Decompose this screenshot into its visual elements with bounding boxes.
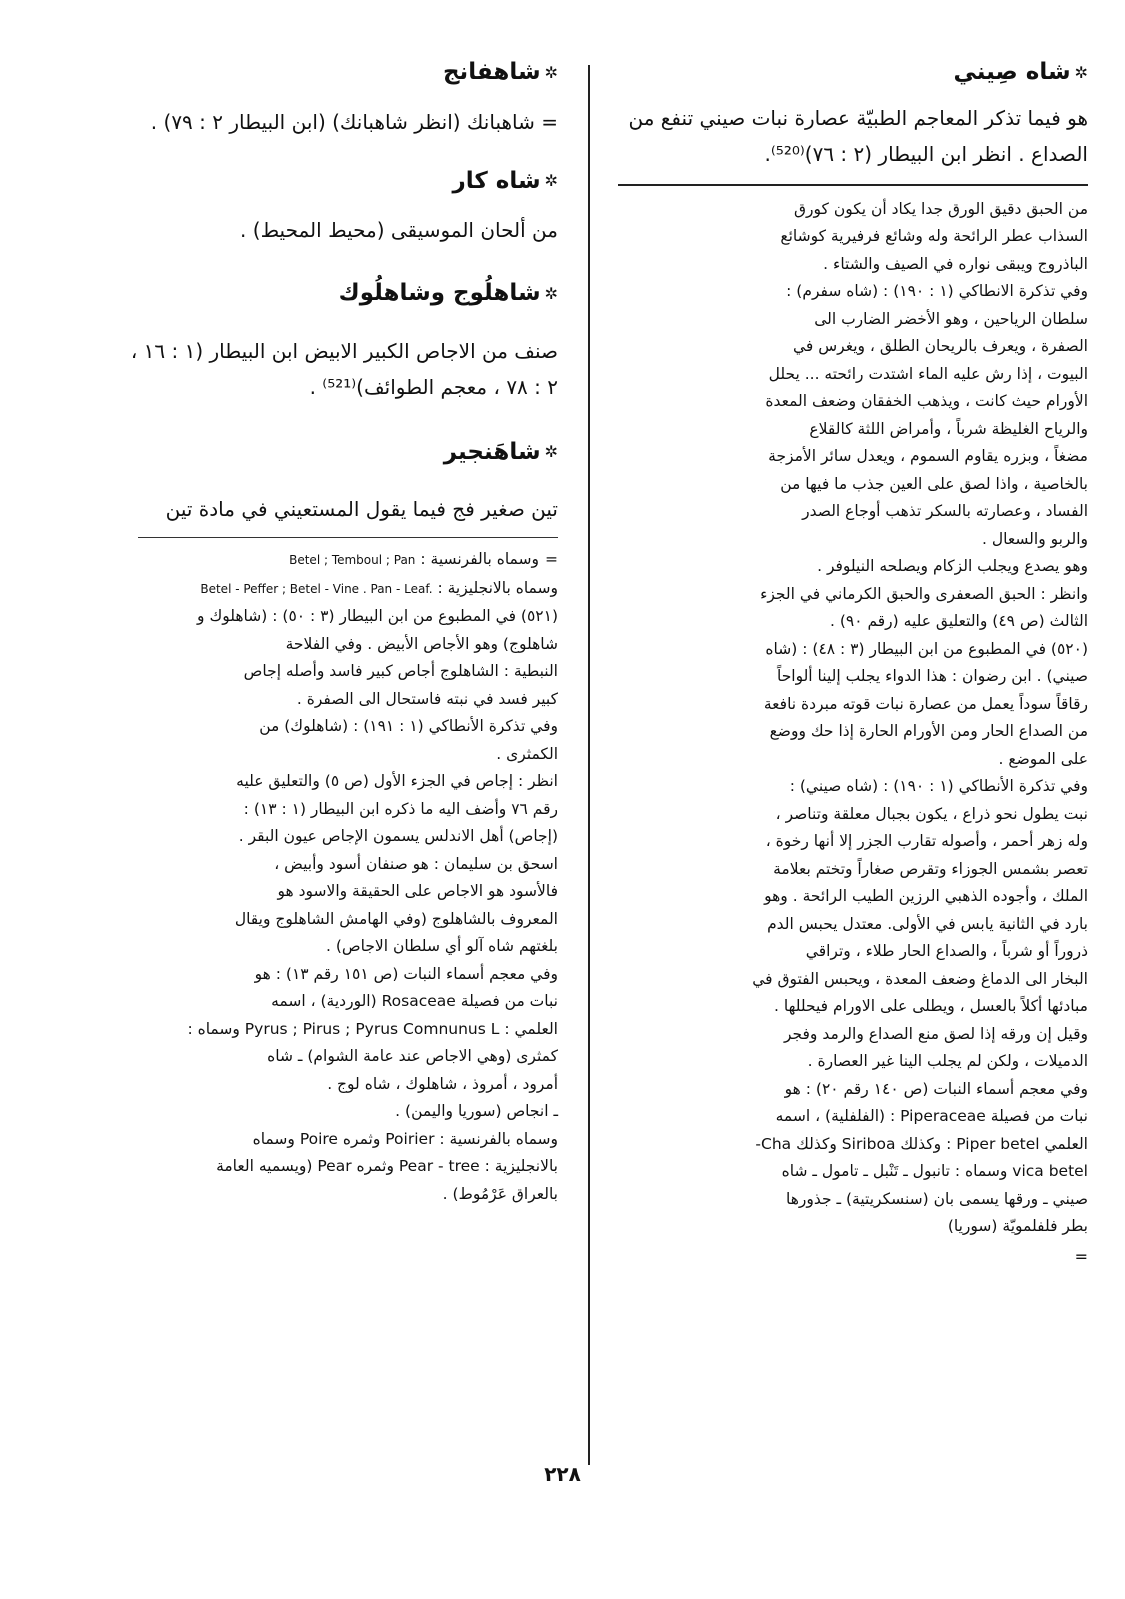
footnote-line: الكمثرى . (496, 744, 558, 763)
footnote-line: الملك ، وأجوده الذهبي الرزين الطيب الرائحة . وهو (764, 887, 1088, 905)
footnote-line: vica betel وسماه : تانبول ـ تَنْبل ـ تامول ـ شاه (781, 1162, 1088, 1180)
footnote-line: شاهلوج) وهو الأجاص الأبيض . وفي الفلاحة (285, 634, 558, 653)
entry-text-shahluj: صنف من الاجاص الكبير الابيض ابن البيطار (١ : ١٦ ، ٢ : ٧٨ ، معجم الطوائف)⁽⁵²¹⁾ . (130, 338, 558, 399)
footnote-line: وسماه بالفرنسية : Poirier وثمره Poire وسماه (252, 1129, 558, 1148)
note-line: الثالث (ص ٤٩) والتعليق عليه (رقم ٩٠) . (829, 612, 1088, 630)
footnote-line: وقيل إن ورقه إذا لصق منع الصداع والرمد وفجر (783, 1024, 1088, 1043)
note-line: والرياح الغليظة شرباً ، وأمراض اللثة كالقلاع (809, 419, 1088, 438)
footnote-divider (618, 184, 1088, 186)
footnote-line: العلمي : Pyrus ; Pirus ; Pyrus Comnunus L وسماه : (187, 1019, 558, 1038)
footnote-line: انظر : إجاص في الجزء الأول (ص ٥) والتعليق عليه (236, 772, 558, 790)
note-line: بالخاصية ، واذا لصق على العين جذب ما فيها من (780, 474, 1088, 493)
entry-heading-shahanjir: ✲شاهَنجير (443, 438, 558, 465)
entry-text-shah-sini: هو فيما تذكر المعاجم الطبيّة عصارة نبات صيني تنفع من الصداع . انظر ابن البيطار (٢ : ٧٦)⁽⁵²⁰⁾. (628, 105, 1088, 166)
footnote-520 (618, 636, 1088, 1271)
continued-note (618, 196, 1088, 636)
equals-mark: = (545, 550, 558, 568)
note-line: الفساد ، وعصارته بالسكر تذهب أوجاع الصدر (802, 502, 1088, 520)
page-number: ٢٢٨ (544, 1462, 581, 1486)
note-line: الصفرة ، ويعرف بالريحان الطلق ، ويغرس في (793, 337, 1088, 355)
footnote-line: ـ انجاص (سوريا واليمن) . (395, 1102, 558, 1120)
note-line: الباذروج ويبقى نواره في الصيف والشتاء . (823, 254, 1088, 273)
footnote-line: وفي تذكرة الأنطاكي (١ : ١٩٠) : (شاه صيني) : (789, 777, 1088, 795)
footnote-line: نبت يطول نحو ذراع ، يكون بجبال معلقة وتناصر ، (775, 804, 1088, 823)
footnote-line: على الموضع . (998, 749, 1088, 768)
entry-text-shah-kar: من ألحان الموسيقى (محيط المحيط) . (240, 218, 558, 242)
asterisk-icon: ✲ (544, 171, 558, 190)
footnote-line: مبادئها أكلاً بالعسل ، ويطلى على الاورام فيحللها . (774, 997, 1088, 1015)
footnote-line: نبات من فصيلة Piperaceae : (الفلفلية) ، اسمه (775, 1107, 1088, 1125)
footnote-line: تعصر بشمس الجوزاء وتقرص صغاراً وتختم بعلامة (773, 859, 1088, 878)
column-divider (588, 65, 590, 1465)
asterisk-icon: ✲ (544, 442, 558, 461)
footnote-line: ذروراً أو شرباً ، والصداع الحار طلاء ، وتراقي (805, 942, 1088, 960)
note-line: سلطان الرياحين ، وهو الأخضر الضارب الى (814, 309, 1088, 328)
note-line: البيوت ، إذا رش عليه الماء اشتدت رائحته ... يحلل (768, 364, 1088, 383)
footnote-line: كبير فسد في نبته فاستحال الى الصفرة . (296, 689, 558, 708)
footnote-line: الدميلات ، ولكن لم يجلب الينا غير العصارة . (807, 1052, 1088, 1070)
entry-text-shahanjir: تين صغير فج فيما يقول المستعيني في مادة تين (165, 497, 558, 521)
left-column (118, 55, 558, 1208)
footnote-line: بالعراق عَرْمُوط) . (442, 1184, 558, 1203)
note-english: وسماه بالانجليزية : Betel - Peffer ; Betel - Vine . Pan - Leaf. (200, 578, 558, 597)
footnote-521 (118, 603, 558, 1208)
footnote-line: صيني ـ ورقها يسمى بان (سنسكريتية) ـ جذورها (786, 1189, 1088, 1208)
footnote-line: من الصداع الحار ومن الأورام الحارة إذا حك ووضع (769, 722, 1088, 740)
footnote-line: بارد في الثانية يابس في الأولى. معتدل يحبس الدم (767, 914, 1088, 933)
note-line: السذاب عطر الرائحة وله وشائع فرفيرية كوشائع (780, 227, 1088, 245)
footnote-line: بالانجليزية : Pear - tree وثمره Pear (ويسميه العامة (216, 1157, 558, 1175)
entry-heading-shahfanj: ✲شاهفانج (442, 59, 558, 85)
footnote-line: (٥٢٠) في المطبوع من ابن البيطار (٣ : ٤٨) : (شاه (765, 639, 1088, 658)
footnote-line: وله زهر أحمر ، وأصوله تقارب الجزر إلا أنها رخوة ، (765, 832, 1088, 850)
footnote-line: بلغتهم شاه آلو أي سلطان الاجاص) . (325, 937, 558, 955)
footnote-line: كمثرى (وهي الاجاص عند عامة الشوام) ـ شاه (267, 1047, 558, 1065)
footnote-line: وفي تذكرة الأنطاكي (١ : ١٩١) : (شاهلوك) من (259, 717, 558, 735)
footnote-line: رقاقاً سوداً يعمل من عصارة نبات قوته مبردة نافعة (763, 694, 1088, 713)
note-line: والربو والسعال . (982, 529, 1088, 548)
note-line: وفي تذكرة الانطاكي (١ : ١٩٠) : (شاه سفرم) : (786, 282, 1088, 300)
footnote-line: رقم ٧٦ وأضف اليه ما ذكره ابن البيطار (١ : ١٣) : (243, 799, 558, 818)
note-line: من الحبق دقيق الورق جدا يكاد أن يكون كورق (794, 199, 1088, 218)
note-line: الأورام حيث كانت ، ويذهب الخفقان وضعف المعدة (765, 392, 1088, 410)
asterisk-icon: ✲ (544, 283, 558, 303)
asterisk-icon: ✲ (1074, 62, 1088, 82)
footnote-line: النبطية : الشاهلوج أجاص كبير فاسد وأصله إجاص (243, 662, 558, 680)
footnote-line: (إجاص) أهل الاندلس يسمون الإجاص عيون البقر . (238, 827, 558, 845)
footnote-line: نبات من فصيلة Rosaceae (الوردية) ، اسمه (271, 992, 558, 1010)
footnote-divider (138, 537, 558, 538)
footnote-line: العلمي Piper betel : وكذلك Siriboa وكذلك Cha- (755, 1134, 1088, 1153)
note-names (118, 546, 558, 603)
footnote-line: البخار الى الدماغ وضعف المعدة ، ويحبس الفتوق في (752, 969, 1088, 988)
entry-heading-shah-sini: ✲شاه صِيني (953, 59, 1088, 85)
note-line: وانظر : الحبق الصعفرى والحبق الكرماني في الجزء (760, 584, 1088, 603)
note-french: = وسماه بالفرنسية : Betel ; Temboul ; Pan (118, 546, 558, 575)
footnote-line: (٥٢١) في المطبوع من ابن البيطار (٣ : ٥٠) : (شاهلوك و (197, 607, 558, 625)
footnote-line: بطر فلفلمويّة (سوريا) (947, 1217, 1088, 1235)
entry-text-shahfanj: = شاهبانك (انظر شاهبانك) (ابن البيطار ٢ : ٧٩) . (150, 109, 558, 134)
note-line: وهو يصدع ويجلب الزكام ويصلحه النيلوفر . (817, 557, 1088, 575)
entry-heading-shahluj: ✲شاهلُوج وشاهلُوك (338, 280, 558, 306)
entry-heading-shah-kar: ✲شاه كار (452, 167, 558, 194)
right-column (618, 55, 1088, 1270)
asterisk-icon: ✲ (544, 62, 558, 82)
note-line: مضغاً ، وبزره يقاوم السموم ، ويعدل سائر الأمزجة (768, 447, 1088, 465)
footnote-line: فالأسود هو الاجاص على الحقيقة والاسود هو (277, 882, 558, 900)
footnote-line: المعروف بالشاهلوج (وفي الهامش الشاهلوج ويقال (234, 909, 558, 928)
continuation-mark: = (1074, 1246, 1088, 1266)
footnote-line: أمرود ، أمروذ ، شاهلوك ، شاه لوج . (327, 1074, 558, 1093)
footnote-line: اسحق بن سليمان : هو صنفان أسود وأبيض ، (274, 854, 558, 873)
footnote-line: صيني) . ابن رضوان : هذا الدواء يجلب إلينا ألواحاً (776, 667, 1088, 685)
footnote-line: وفي معجم أسماء النبات (ص ١٥١ رقم ١٣) : هو (254, 964, 558, 983)
footnote-line: وفي معجم أسماء النبات (ص ١٤٠ رقم ٢٠) : هو (784, 1079, 1088, 1098)
